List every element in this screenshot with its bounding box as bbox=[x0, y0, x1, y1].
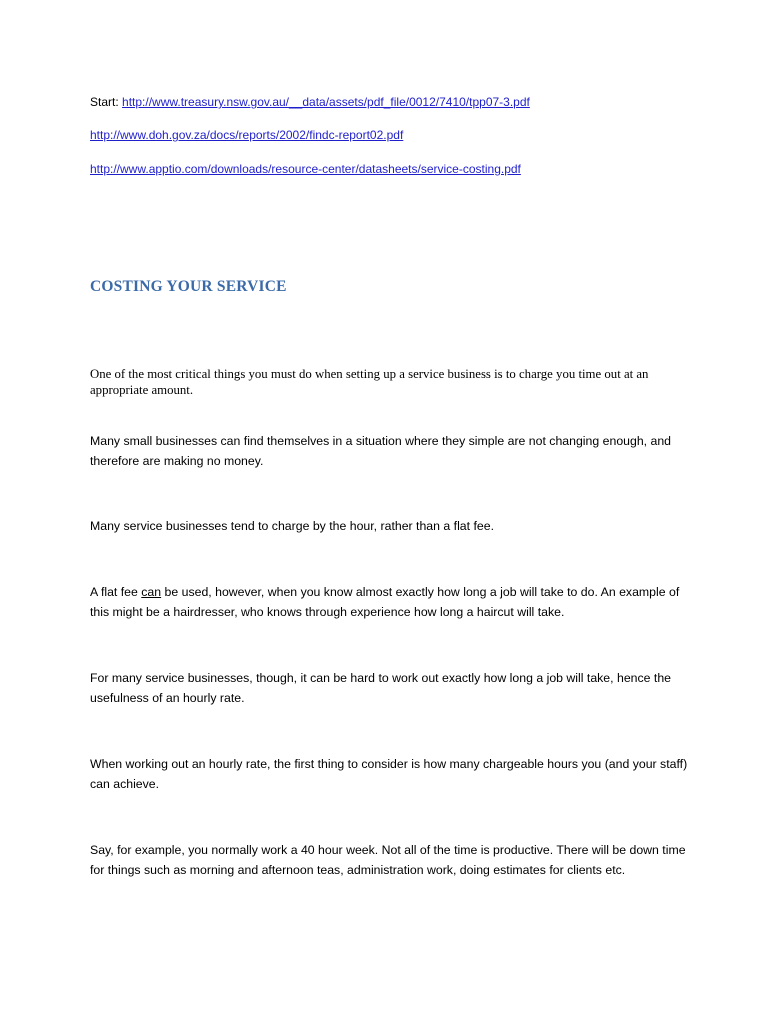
section-heading: COSTING YOUR SERVICE bbox=[90, 278, 287, 295]
paragraph-charge-by-hour: Many service businesses tend to charge by the hour, rather than a flat fee. bbox=[90, 519, 494, 533]
flat-fee-text-start: A flat fee bbox=[90, 585, 142, 599]
paragraph-small-businesses: Many small businesses can find themselves in a situation where they simple are not changing enough, and therefore are making no money. bbox=[90, 434, 672, 468]
flat-fee-text-end: be used, however, when you know almost exactly how long a job will take to do. An example of this might be a hairdresser, who knows through experience how long a haircut will take. bbox=[90, 585, 680, 619]
paragraph-chargeable-hours: When working out an hourly rate, the first thing to consider is how many chargeable hours you (and your staff) can achieve. bbox=[90, 757, 688, 791]
flat-fee-underlined-word: can bbox=[141, 585, 162, 599]
paragraph-critical-charge: One of the most critical things you must do when setting up a service business is to charge you time out at an appropriate amount. bbox=[90, 367, 649, 397]
start-link-line bbox=[90, 94, 530, 110]
paragraph-40-hour-week: Say, for example, you normally work a 40 hour week. Not all of the time is productive. There will be down time for things such as morning and afternoon teas, administration work, doing estimates for clients etc. bbox=[90, 843, 686, 877]
treasury-link[interactable]: http://www.treasury.nsw.gov.au/__data/assets/pdf_file/0012/7410/tpp07-3.pdf bbox=[122, 95, 530, 109]
doh-link[interactable]: http://www.doh.gov.za/docs/reports/2002/findc-report02.pdf bbox=[90, 128, 404, 142]
doh-link-line bbox=[90, 127, 403, 143]
apptio-link-line bbox=[90, 161, 521, 177]
apptio-link[interactable]: http://www.apptio.com/downloads/resource-center/datasheets/service-costing.pdf bbox=[90, 162, 521, 176]
paragraph-hourly-rate-usefulness: For many service businesses, though, it can be hard to work out exactly how long a job will take, hence the usefulness of an hourly rate. bbox=[90, 671, 671, 705]
start-label: Start: bbox=[90, 95, 119, 109]
paragraph-flat-fee bbox=[90, 582, 690, 622]
